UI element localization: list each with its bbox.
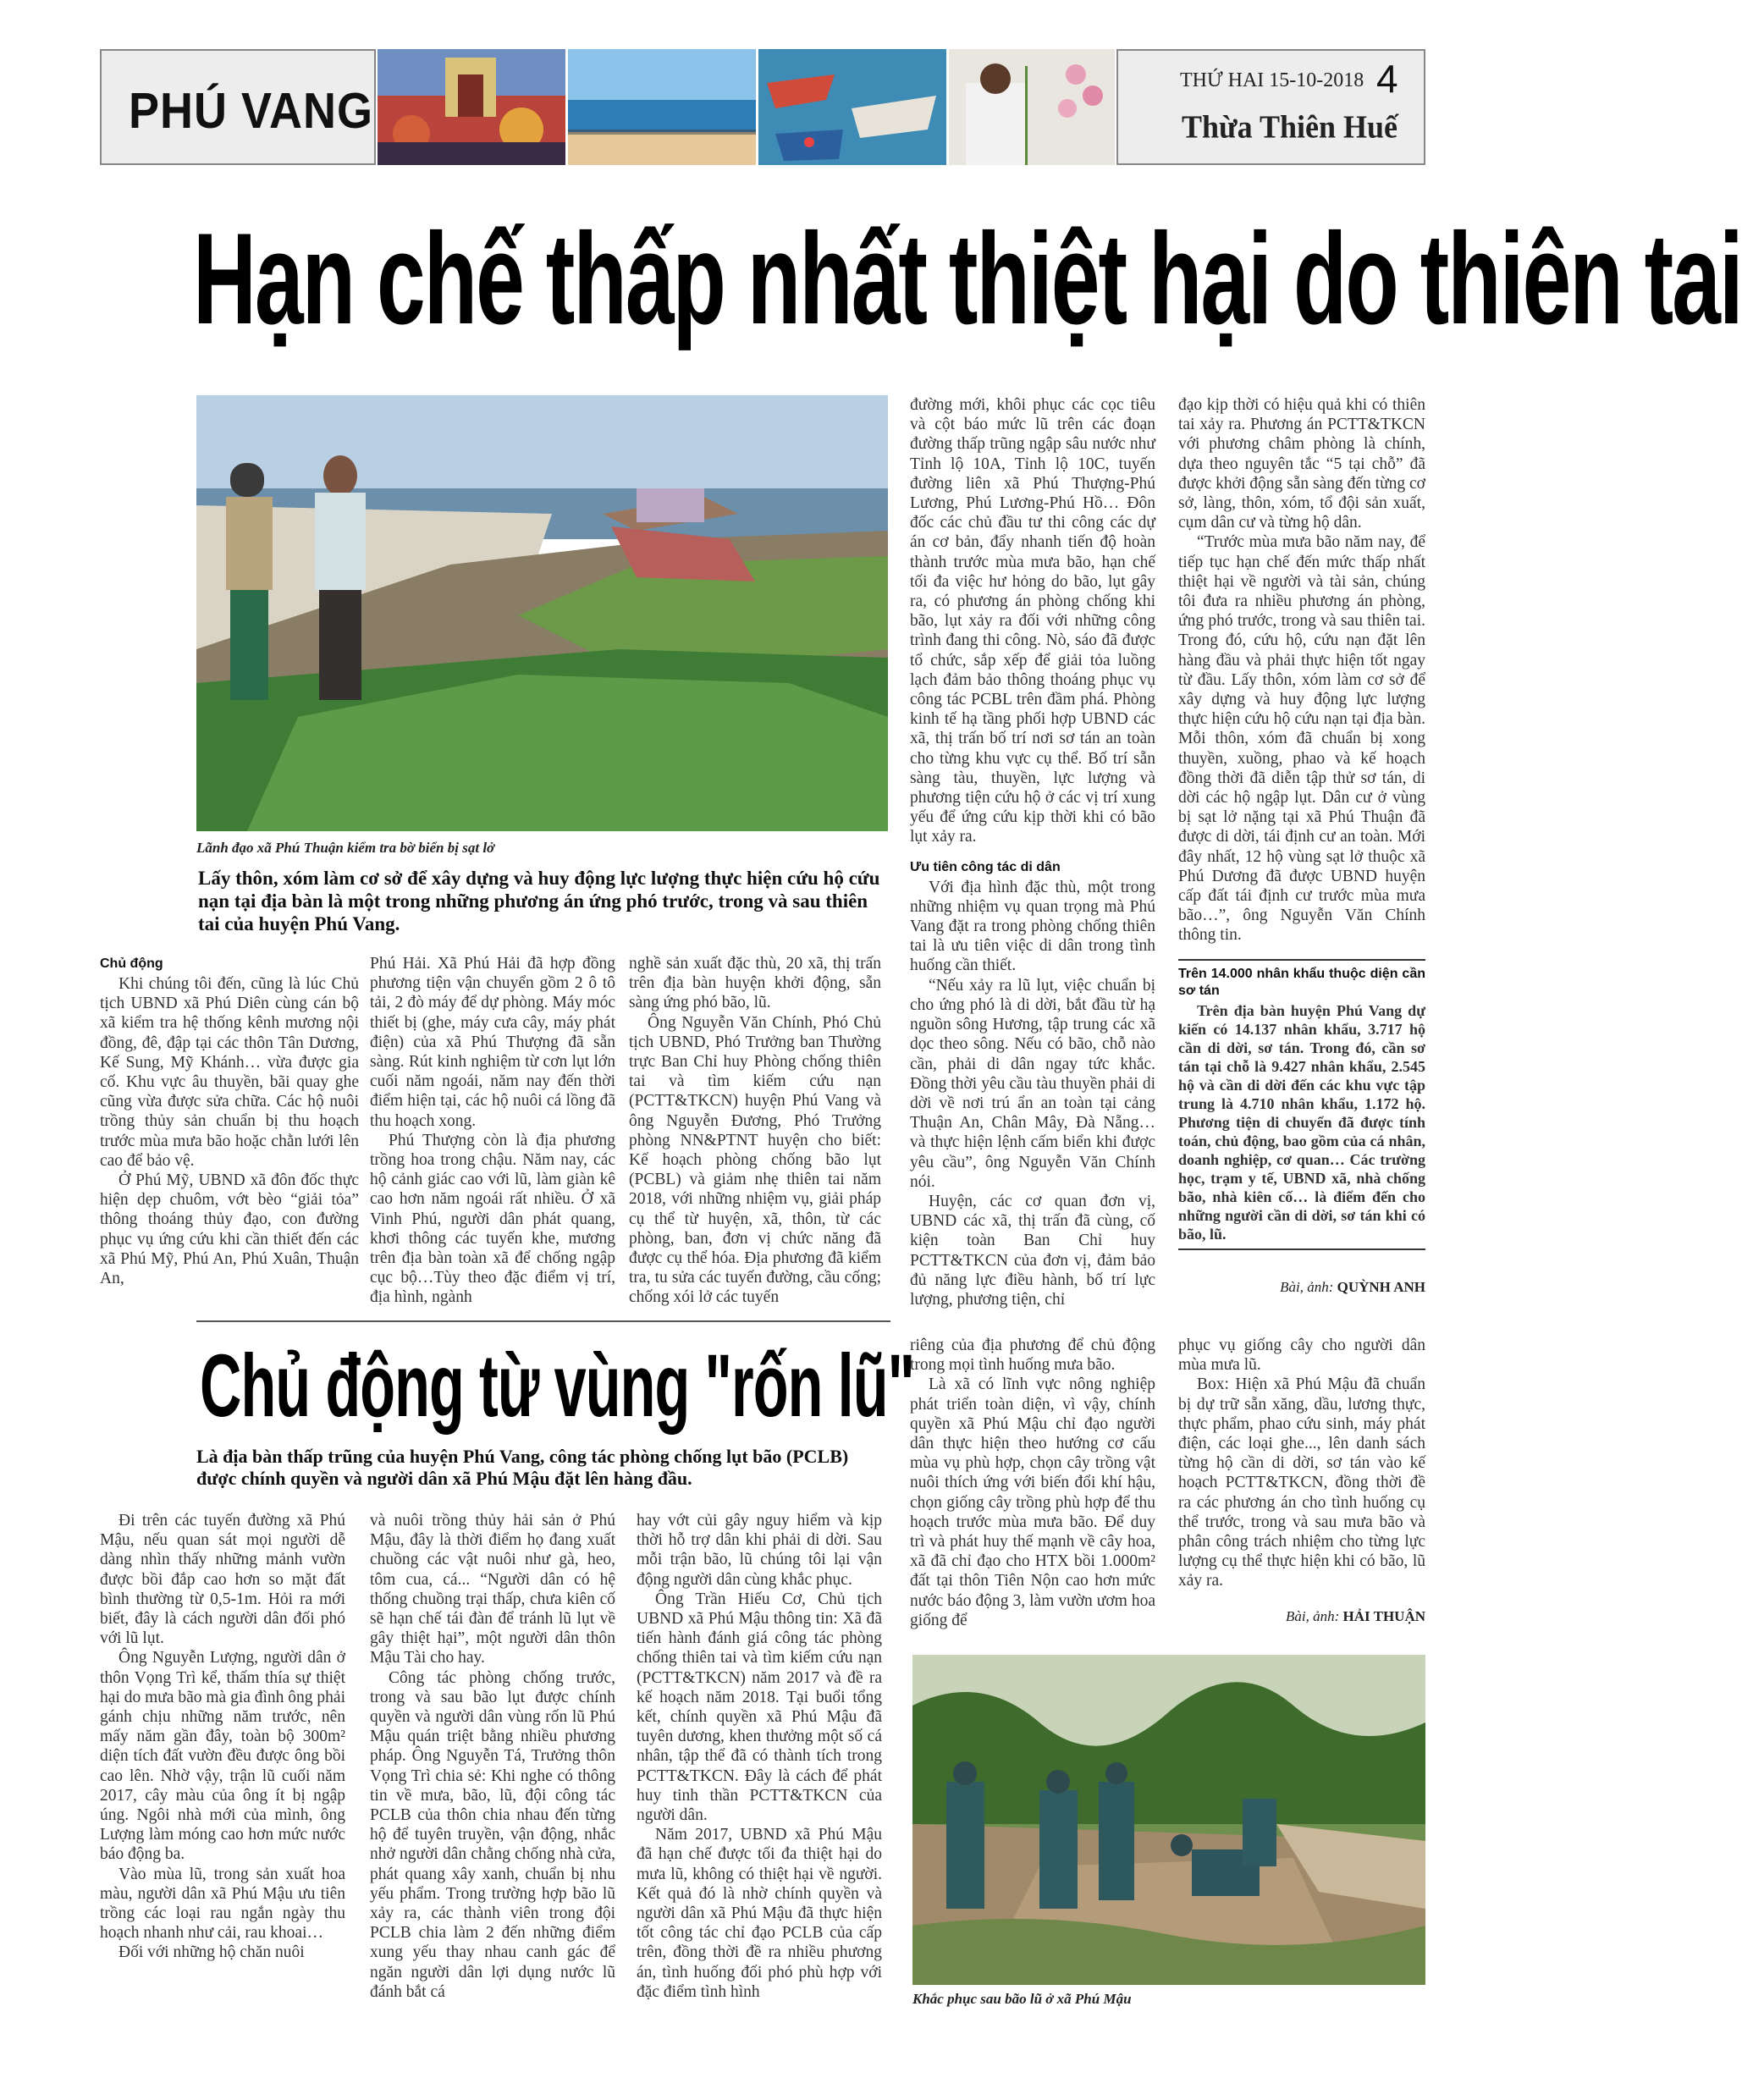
- paragraph: “Trước mùa mưa bão năm nay, để tiếp tục hạn chế đến mức thấp nhất thiệt hại về người và tài sản, chúng tôi đưa ra nhiều phương án phòng, ứng phó trước, trong và sau thiên tai. Trong đó, cứu hộ, cứu nạn đặt lên hàng đầu và phải thực hiện tốt ngay từ đầu. Lấy thôn, xóm làm cơ sở để xây dựng và huy động lực lượng thực hiện cứu hộ cứu nạn tại địa bàn. Mỗi thôn, xóm đã chuẩn bị xong thuyền, xuồng, phao và kế hoạch đồng thời đã diễn tập thử sơ tán, di dời các hộ ngập lụt. Dân cư ở vùng bị sạt lở nặng tại xã Phú Thuận đã được di dời, tái định cư an toàn. Mới đây nhất, 12 hộ vùng sạt lở thuộc xã Phú Dương đã được UBND huyện cấp đất tái định cư trước mùa mưa bão…”, ông Nguyễn Văn Chính thông tin.: [1178, 533, 1425, 945]
- paragraph: Huyện, các cơ quan đơn vị, UBND các xã, thị trấn đã cùng, cố kiện toàn Ban Chỉ huy PCTT&TKCN của đơn vị, đảm bảo đủ năng lực điều hành, bố trí lực lượng, phương tiện, chỉ: [910, 1192, 1155, 1309]
- paragraph: Ông Nguyễn Văn Chính, Phó Chủ tịch UBND, Phó Trưởng ban Thường trực Ban Chỉ huy Phòng chống thiên tai và tìm kiếm cứu nạn (PCTT&TKCN) huyện Phú Vang và ông Nguyễn Đương, Phó Trưởng phòng NN&PTNT huyện cho biết: Kế hoạch phòng chống bão lụt (PCBL) và giảm nhẹ thiên tai năm 2018, với những nhiệm vụ, giải pháp cụ thể từ huyện, xã, thôn, từ các phòng, ban, đơn vị chức năng đã được cụ thể hóa. Địa phương đã kiểm tra, tu sửa các tuyến đường, cầu cống; chống xói lở các tuyến: [629, 1013, 881, 1307]
- article2-col5: [1178, 1336, 1425, 1591]
- paragraph: Đối với những hộ chăn nuôi: [119, 1943, 305, 1962]
- article2-byline: [1178, 1608, 1425, 1625]
- paragraph: riêng của địa phương để chủ động trong mọi tình huống mưa bão.: [910, 1337, 1155, 1375]
- paragraph: Box: Hiện xã Phú Mậu đã chuẩn bị dự trữ sẵn xăng, dầu, lương thực, thực phẩm, phao cứu sinh, máy phát điện, các loại ghe..., lên danh sách từng hộ cần di dời, sơ tán vào kế hoạch PCTT&TKCN, đồng thời đề ra các phương án cho tình huống cụ thể trước, trong và sau mưa bão và phân công trách nhiệm cho từng lực lượng cụ thể thực hiện khi có bão, lũ xảy ra.: [1178, 1375, 1425, 1590]
- article1-col2: [370, 954, 615, 1308]
- paragraph: “Nếu xảy ra lũ lụt, việc chuẩn bị cho ứng phó là di dời, bắt đầu từ hạ nguồn sông Hương, tập trung các xã dọc theo sông. Nếu có bão, chỗ nào cần, phải di dân ngay tức khắc. Đồng thời yêu cầu tàu thuyền phải di dời về nơi trú ẩn an toàn tại cảng Thuận An, Chân Mây, Đà Nẵng… và thực hiện lệnh cấm biển khi được yêu cầu”, ông Nguyễn Văn Chính nói.: [910, 976, 1155, 1191]
- paragraph: Phú Hải. Xã Phú Hải đã hợp đồng phương tiện vận chuyển gồm 2 ô tô tải, 2 đò máy để dự phòng. Máy móc thiết bị (ghe, máy cưa cây, máy phát điện) của xã Phú Thượng đã sẵn sàng. Rút kinh nghiệm từ cơn lụt lớn cuối năm ngoái, năm nay đến thời điểm hiện tại, các hộ nuôi cá lồng đã thu hoạch xong.: [370, 955, 615, 1130]
- page-number: 4: [1376, 57, 1398, 101]
- article1-subhead-didan: Ưu tiên công tác di dân: [910, 859, 1061, 874]
- article1-col1: [100, 954, 359, 1288]
- paper-name: Thừa Thiên Huế: [1182, 109, 1398, 146]
- issue-date: THỨ HAI 15-10-2018: [1180, 69, 1364, 91]
- byline-author: QUỲNH ANH: [1337, 1279, 1425, 1295]
- article1-lead: Lấy thôn, xóm làm cơ sở để xây dựng và huy động lực lượng thực hiện cứu hộ cứu nạn tại địa bàn là một trong những phương án ứng phó trước, trong và sau thiên tai của huyện Phú Vang.: [198, 868, 880, 934]
- article2-col4: [910, 1336, 1155, 1630]
- paragraph: Ở Phú Mỹ, UBND xã đôn đốc thực hiện dẹp chuôm, vớt bèo “giải tỏa” thông thoáng thủy đạo, con đường phục vụ ứng cứu khi cần thiết đến các xã Phú Mỹ, Phú An, Phú Xuân, Thuận An,: [100, 1171, 359, 1288]
- info-box-text: Trên địa bàn huyện Phú Vang dự kiến có 14.137 nhân khẩu, 3.717 hộ cần di dời, sơ tán. Trong đó, cần sơ tán tại chỗ là 9.427 nhân khẩu, 2.545 hộ và cần di dời đến các khu vực tập trung là 4.710 nhân khẩu, 1.172 hộ. Phương tiện di chuyển đã được tính toán, chủ động, bao gồm của cá nhân, doanh nghiệp, cơ quan… Các trường học, trạm y tế, UBND xã, nhà chống bão, nhà kiên cố… là điểm đến cho những người cần di dời, sơ tán khi có bão, lũ.: [1178, 1001, 1425, 1250]
- paragraph: đường mới, khôi phục các cọc tiêu và cột báo mức lũ trên các đoạn đường thấp trũng ngập sâu nước như Tỉnh lộ 10A, Tỉnh lộ 10C, tuyến đường liên xã Phú Thượng-Phú Lương, Phú Lương-Phú Hồ… Đôn đốc các chủ đầu tư thi công các dự án cơ bản, đẩy nhanh tiến độ hoàn thành trước mùa mưa bão, hạn chế tối đa việc hư hỏng do bão, lụt gây ra, có phương án phòng chống khi bão, lụt xảy ra đối với những công trình đang thi công. Nò, sáo đã được tổ chức, sắp xếp để giải tỏa luồng lạch đảm bảo thông thoáng phục vụ công tác PCBL trên đầm phá. Phòng kinh tế hạ tầng phối hợp UBND các xã, thị trấn bố trí nơi sơ tán an toàn cho từng khu vực cụ thể. Bố trí sẵn sàng tàu, thuyền, lực lượng và phương tiện cứu hộ ở các vị trí xung yếu để ứng cứu kịp thời khi có bão lụt xảy ra.: [910, 396, 1155, 846]
- article2-photo: [912, 1655, 1425, 1985]
- article1-photo: [196, 395, 888, 831]
- paragraph: và nuôi trồng thủy hải sản ở Phú Mậu, đây là thời điểm họ đang xuất chuồng các vật nuôi như gà, heo, tôm cua, cá... “Người dân có hệ thống chuồng trại thấp, chưa kiên cố sẽ hạn chế tái đàn để tránh lũ lụt về gây thiệt hại”, một người dân thôn Mậu Tài cho hay.: [370, 1512, 615, 1667]
- article2-lead: Là địa bàn thấp trũng của huyện Phú Vang, công tác phòng chống lụt bão (PCLB) được chính quyền và người dân xã Phú Mậu đặt lên hàng đầu.: [196, 1446, 849, 1489]
- paragraph: phục vụ giống cây cho người dân mùa mưa lũ.: [1178, 1337, 1425, 1375]
- article2-col1: [100, 1511, 345, 1963]
- paragraph: Là xã có lĩnh vực nông nghiệp phát triển toàn diện, vì vậy, chính quyền xã Phú Mậu chỉ đạo người dân thực hiện theo hướng cơ cấu mùa vụ phù hợp, chọn cây trồng vật nuôi thích ứng với biến đổi khí hậu, chọn giống cây trồng phù hợp để thu hoạch trước mùa mưa bão. Để duy trì và phát huy thế mạnh về cây hoa, xã đã chỉ đạo cho HTX bồi 1.000m² đất tại thôn Tiên Nộn cao hơn mức nước báo động 3, làm vườn ươm hoa giống để: [910, 1375, 1155, 1629]
- article2-photo-caption: Khắc phục sau bão lũ ở xã Phú Mậu: [912, 1991, 1132, 2007]
- section-label: PHÚ VANG: [129, 83, 374, 140]
- paragraph: Ông Trần Hiếu Cơ, Chủ tịch UBND xã Phú Mậu thông tin: Xã đã tiến hành đánh giá công tác phòng chống thiên tai và tìm kiếm cứu nạn (PCTT&TKCN) năm 2017 và đề ra kế hoạch năm 2018. Tại buổi tổng kết, chính quyền xã Phú Mậu đã tuyên dương, khen thưởng một số cá nhân, tập thể đã có thành tích trong PCTT&TKCN. Đây là cách để phát huy tinh thần PCTT&TKCN của người dân.: [637, 1590, 882, 1825]
- paragraph: Phú Thượng còn là địa phương trồng hoa trong chậu. Năm nay, các hộ cảnh giác cao với lũ, làm giàn kê cao hơn năm ngoái rất nhiều. Ở xã Vinh Phú, người dân phát quang, khơi thông các tuyến khe, mương trên địa bàn toàn xã để chống ngập cục bộ…Tùy theo đặc điểm vị trí, địa hình, ngành: [370, 1131, 615, 1307]
- article1-headline: Hạn chế thấp nhất thiệt hại do thiên tai: [193, 205, 1742, 351]
- header-photo-festival: [378, 49, 565, 165]
- article1-col3: [629, 954, 881, 1308]
- article1-byline: [1178, 1279, 1425, 1296]
- paragraph: nghề sản xuất đặc thù, 20 xã, thị trấn trên địa bàn huyện khởi động, sẵn sàng ứng phó bão, lũ.: [629, 955, 881, 1012]
- paragraph: Với địa hình đặc thù, một trong những nhiệm vụ quan trọng mà Phú Vang đặt ra trong phòng chống thiên tai là ưu tiên việc di dân trong tình huống cần thiết.: [910, 878, 1155, 975]
- paragraph: Năm 2017, UBND xã Phú Mậu đã hạn chế được tối đa thiệt hại do mưa lũ, không có thiệt hại về người. Kết quả đó là nhờ chính quyền và người dân xã Phú Mậu đã thực hiện tốt công tác chỉ đạo PCLB của cấp trên, đồng thời đề ra nhiều phương án, tình huống đối phó phù hợp với đặc điểm tình hình: [637, 1826, 882, 2001]
- info-box-title: Trên 14.000 nhân khẩu thuộc diện cần sơ tán: [1178, 959, 1425, 1000]
- article1-photo-caption: Lãnh đạo xã Phú Thuận kiểm tra bờ biển bị sạt lở: [196, 840, 495, 856]
- article1-subhead-chudong: Chủ động: [100, 956, 163, 971]
- article2-headline: Chủ động từ vùng "rốn lũ": [200, 1337, 915, 1436]
- paragraph: Vào mùa lũ, trong sản xuất hoa màu, người dân xã Phú Mậu ưu tiên trồng các loại rau ngắn ngày thu hoạch nhanh như cải, rau khoai…: [100, 1865, 345, 1943]
- byline-label: Bài, ảnh:: [1286, 1608, 1340, 1624]
- paragraph: hay vớt củi gây nguy hiểm và kịp thời hỗ trợ dân khi phải di dời. Sau mỗi trận bão, lũ chúng tôi lại vận động người dân cùng khắc phục.: [637, 1512, 882, 1589]
- header-photo-beach: [568, 49, 756, 165]
- paragraph: Khi chúng tôi đến, cũng là lúc Chủ tịch UBND xã Phú Diên cùng cán bộ xã kiểm tra hệ thống kênh mương nội đồng, đê, đập tại các thôn Tân Dương, Kế Sung, Mỹ Khánh… vừa được gia cố. Khu vực âu thuyền, bãi quay ghe cũng vừa được sửa chữa. Các hộ nuôi trồng thủy sản chuẩn bị thu hoạch trước mùa mưa bão hoặc chằn lưới lên cao để bảo vệ.: [100, 975, 359, 1170]
- article2-col3: [637, 1511, 882, 2002]
- paragraph: Ông Nguyễn Lượng, người dân ở thôn Vọng Trì kể, thấm thía sự thiệt hại do mưa bão mà gia đình ông phải gánh chịu những năm trước, nên mấy năm gần đây, toàn bộ 300m² diện tích đất vườn đều được ông bồi cao lên. Nhờ vậy, trận lũ cuối năm 2017, cây màu của ông ít bị ngập úng. Ngôi nhà mới của mình, ông Lượng làm móng cao hơn mức nước báo động ba.: [100, 1649, 346, 1864]
- paragraph: Đi trên các tuyến đường xã Phú Mậu, nếu quan sát mọi người dễ dàng nhìn thấy những mảnh vườn được bồi đắp cao hơn so mặt đất bình thường từ 0,5-1m. Hỏi ra mới biết, đây là cách người dân đối phó với lũ lụt.: [100, 1512, 345, 1648]
- byline-label: Bài, ảnh:: [1280, 1279, 1334, 1295]
- article-divider: [196, 1320, 890, 1322]
- header-photo-lotus: [949, 49, 1115, 165]
- article1-col4: [910, 395, 1155, 1309]
- article1-col5: [1178, 395, 1425, 1250]
- header-photo-boats: [758, 49, 946, 165]
- byline-author: HẢI THUẬN: [1342, 1608, 1425, 1624]
- paragraph: Công tác phòng chống trước, trong và sau bão lụt được chính quyền và người dân vùng rốn lũ Phú Mậu quán triệt bằng nhiều phương pháp. Ông Nguyễn Tá, Trưởng thôn Vọng Trì chia sẻ: Khi nghe có thông tin về mưa, bão, lũ, đội công tác PCLB của thôn chia nhau đến từng hộ để tuyên truyền, vận động, nhắc nhở người dân chằng chống nhà cửa, phát quang xây xanh, chuẩn bị nhu yếu phẩm. Trong trường hợp bão lũ xảy ra, các thành viên trong đội PCLB chia làm 2 đến những điểm xung yếu thay nhau canh gác để ngăn người dân lợi dụng nước lũ đánh bắt cá: [370, 1668, 615, 2001]
- paragraph: đạo kịp thời có hiệu quả khi có thiên tai xảy ra. Phương án PCTT&TKCN với phương châm phòng là chính, dựa theo nguyên tắc “5 tại chỗ” đã được khởi động sẵn sàng đến từng cơ sở, làng, thôn, xóm, tổ đội sản xuất, cụm dân cư và từng hộ dân.: [1178, 396, 1425, 532]
- article2-col2: [370, 1511, 615, 2002]
